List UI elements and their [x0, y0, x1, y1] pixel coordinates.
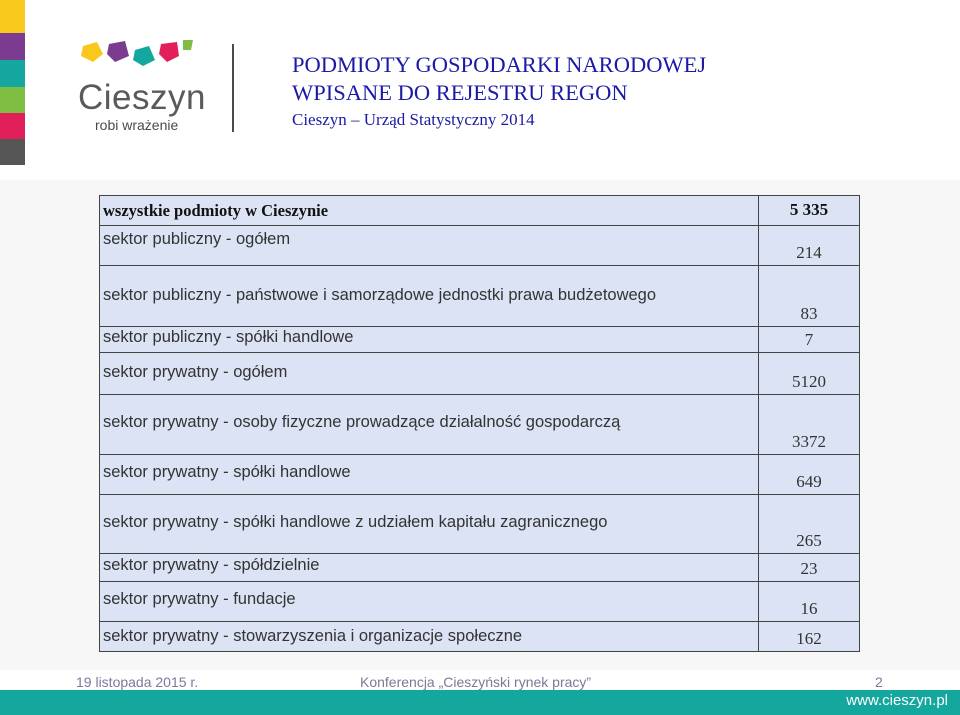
row-label: sektor prywatny - fundacje [100, 582, 759, 622]
stripe-grey [0, 139, 25, 165]
footer-conference: Konferencja „Cieszyński rynek pracy” [360, 674, 592, 690]
row-value: 83 [759, 266, 860, 327]
logo-shape-green [183, 40, 193, 50]
logo-shape-pink [159, 42, 179, 62]
table-row [100, 622, 860, 652]
stripe-purple [0, 33, 25, 60]
row-label: sektor publiczny - spółki handlowe [100, 327, 759, 353]
table-row [100, 582, 860, 622]
regon-table [99, 195, 860, 652]
logo-shape-purple [107, 41, 129, 62]
stripe-yellow [0, 0, 25, 33]
logo-word: Cieszyn [78, 78, 206, 117]
stripe-teal [0, 60, 25, 87]
table-row [100, 455, 860, 495]
footer-date: 19 listopada 2015 r. [76, 674, 199, 690]
stripe-green [0, 87, 25, 113]
row-value: 3372 [759, 395, 860, 455]
page-subtitle: Cieszyn – Urząd Statystyczny 2014 [292, 110, 535, 129]
table-row [100, 196, 860, 226]
color-stripes [0, 0, 25, 165]
row-label: sektor prywatny - spółki handlowe [100, 455, 759, 495]
page-title-line1: PODMIOTY GOSPODARKI NARODOWEJ [292, 52, 707, 77]
row-value: 265 [759, 495, 860, 554]
row-value: 7 [759, 327, 860, 353]
row-label: sektor prywatny - ogółem [100, 353, 759, 395]
row-value: 5 335 [759, 196, 860, 226]
website-link[interactable]: www.cieszyn.pl [846, 692, 948, 709]
logo-shape-yellow [81, 42, 103, 62]
bottom-bar [0, 690, 960, 715]
header-divider [232, 44, 234, 132]
table-row [100, 327, 860, 353]
row-label: sektor prywatny - spółki handlowe z udziałem kapitału zagranicznego [100, 495, 759, 554]
table-row [100, 266, 860, 327]
logo-tagline: robi wrażenie [95, 117, 179, 133]
table-row [100, 226, 860, 266]
table-row [100, 395, 860, 455]
page-number: 2 [875, 674, 883, 690]
logo-shape-teal [133, 46, 155, 66]
row-value: 16 [759, 582, 860, 622]
row-label: wszystkie podmioty w Cieszynie [100, 196, 759, 226]
page-title-line2: WPISANE DO REJESTRU REGON [292, 80, 628, 105]
row-value: 5120 [759, 353, 860, 395]
table-row [100, 495, 860, 554]
row-value: 649 [759, 455, 860, 495]
table-row [100, 554, 860, 582]
table-row [100, 353, 860, 395]
row-label: sektor publiczny - państwowe i samorządowe jednostki prawa budżetowego [100, 266, 759, 327]
row-value: 23 [759, 554, 860, 582]
row-label: sektor prywatny - osoby fizyczne prowadzące działalność gospodarczą [100, 395, 759, 455]
row-label: sektor prywatny - stowarzyszenia i organizacje społeczne [100, 622, 759, 652]
row-label: sektor prywatny - spółdzielnie [100, 554, 759, 582]
row-label: sektor publiczny - ogółem [100, 226, 759, 266]
stripe-pink [0, 113, 25, 139]
row-value: 214 [759, 226, 860, 266]
row-value: 162 [759, 622, 860, 652]
